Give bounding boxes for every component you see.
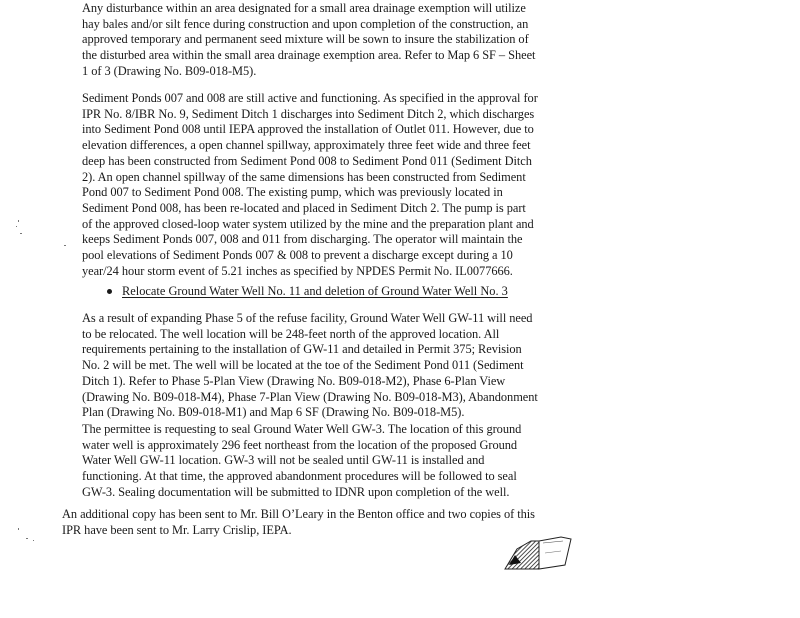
hatched-stamp-icon	[503, 535, 573, 571]
scan-speck	[20, 233, 22, 234]
bullet-icon	[107, 289, 112, 294]
paragraph-relocate-gw11: As a result of expanding Phase 5 of the refuse facility, Ground Water Well GW-11 will need to be relocated. The well location will be 248-feet north of the approved location. All requirements pertaining to the installation of GW-11 and detailed in Permit 375; Revision No. 2 will be met. The well will be located at the toe of the Sediment Pond 011 (Sediment Ditch 1). Refer to Phase 5-Plan View (Drawing No. B09-018-M2), Phase 6-Plan View (Drawing No. B09-018-M4), Phase 7-Plan View (Drawing No. B09-018-M3), Abandonment Plan (Drawing No. B09-018-M1) and Map 6 SF (Drawing No. B09-018-M5).	[82, 311, 538, 420]
paragraph-sediment-ponds: Sediment Ponds 007 and 008 are still active and functioning. As specified in the approval for IPR No. 8/IBR No. 9, Sediment Ditch 1 discharges into Sediment Ditch 2, which discharges into Sediment Pond 008 until IEPA approved the installation of Outlet 011. However, due to elevation differences, a open channel spillway, approximately three feet wide and three feet deep has been constructed from Sediment Pond 008 to Sediment Pond 011 (Sediment Ditch 2). An open channel spillway of the same dimensions has been constructed from Sediment Pond 007 to Sediment Pond 008. The existing pump, which was previously located in Sediment Pond 008, has been re-located and placed in Sediment Ditch 2. The pump is part of the approved closed-loop water system utilized by the mine and the preparation plant and keeps Sediment Ponds 007, 008 and 011 from discharging. The operator will maintain the pool elevations of Sediment Ponds 007 & 008 to prevent a discharge except during a 10 year/24 hour storm event of 5.21 inches as specified by NPDES Permit No. IL0077666.	[82, 91, 538, 278]
scan-speck	[18, 528, 19, 530]
scan-speck	[33, 540, 34, 541]
paragraph-drainage-exemption: Any disturbance within an area designated for a small area drainage exemption will utilize hay bales and/or silt fence during construction and upon completion of the construction, an approved temporary and permanent seed mixture will be sown to insure the stabilization of the disturbed area within the small area drainage exemption area. Refer to Map 6 SF – Sheet 1 of 3 (Drawing No. B09-018-M5).	[82, 1, 536, 78]
scan-speck	[18, 220, 19, 222]
bullet-item-relocate-well	[107, 283, 508, 299]
scan-speck	[16, 226, 17, 227]
bullet-heading: Relocate Ground Water Well No. 11 and deletion of Ground Water Well No. 3	[122, 284, 508, 298]
scan-speck	[64, 245, 66, 246]
scan-speck	[26, 538, 28, 539]
paragraph-copies-sent: An additional copy has been sent to Mr. Bill O’Leary in the Benton office and two copies of this IPR have been sent to Mr. Larry Crislip, IEPA.	[62, 507, 535, 537]
paragraph-seal-gw3: The permittee is requesting to seal Ground Water Well GW-3. The location of this ground water well is approximately 296 feet northeast from the location of the proposed Ground Water Well GW-11 location. GW-3 will not be sealed until GW-11 is installed and functioning. At that time, the approved abandonment procedures will be followed to seal GW-3. Sealing documentation will be submitted to IDNR upon completion of the well.	[82, 422, 522, 499]
